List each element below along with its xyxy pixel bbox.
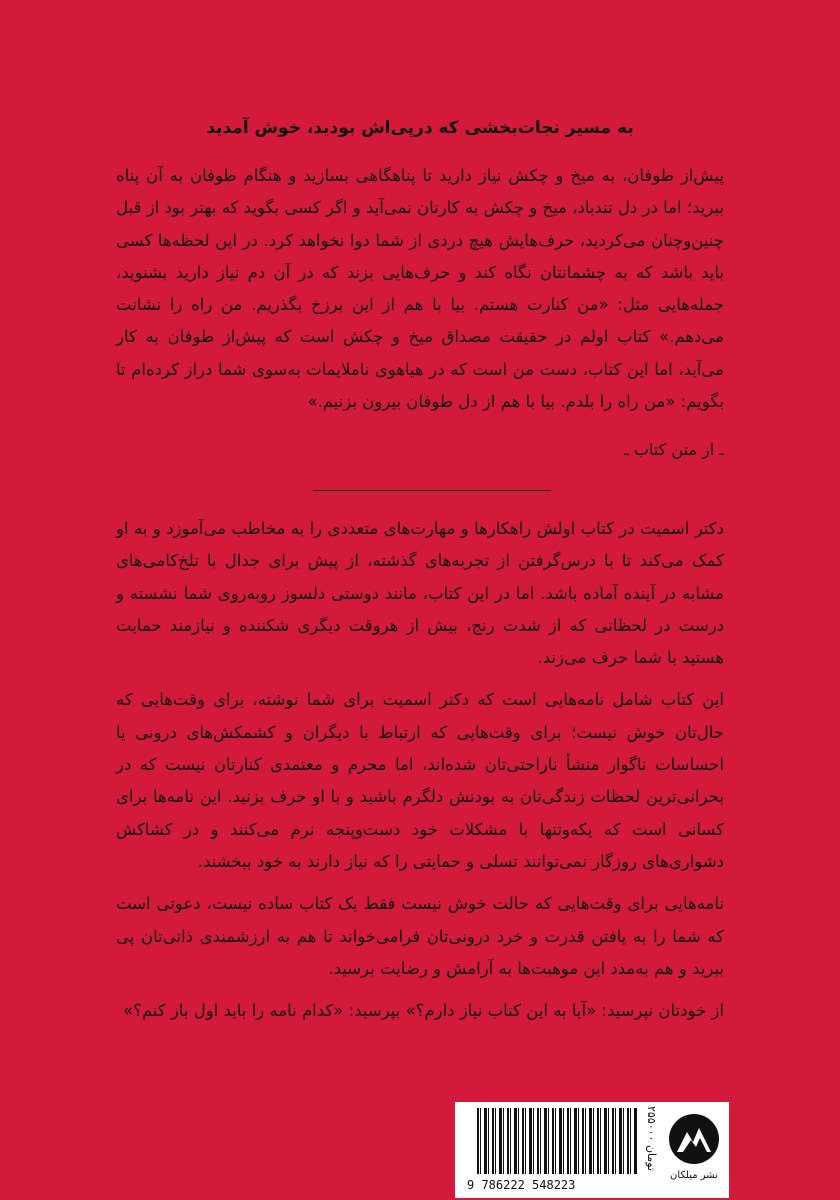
- description-paragraph-3: نامه‌هایی برای وقت‌هایی که حالت خوش نیست فقط یک کتاب ساده نیست، دعوتی است که شما را به یافتن قدرت و خرد درونی‌تان فرامی‌خواند تا هم به ارزشمندی ذاتی‌تان پی ببرید و هم به‌مدد این موهبت‌ها به آرامش و رضایت برسید.: [116, 894, 724, 978]
- mountain-logo-icon: [669, 1114, 719, 1164]
- barcode-panel: [455, 1102, 729, 1198]
- section-divider: [313, 490, 551, 491]
- barcode-bars: [477, 1108, 637, 1174]
- description-paragraph-1: دکتر اسمیت در کتاب اولش راهکارها و مهارت‌های متعددی را به مخاطب می‌آموزد و به او کمک می‌کند تا با درس‌گرفتن از تجربه‌های گذشته، از پیش برای جدال با تلخ‌کامی‌های مشابه در آینده آماده باشد. اما در این کتاب، مانند دوستی دلسوز روبه‌روی شما نشسته و درست در لحظاتی که از شدت رنج، بیش از هروقت دیگری شکننده و نیازمند حمایت هستید با شما حرف می‌زند.: [116, 519, 724, 668]
- price-label: ۲۵۵۰۰۰ تومان: [645, 1106, 658, 1172]
- intro-text: پیش‌از طوفان، به میخ و چکش نیاز دارید تا پناهگاهی بسازید و هنگام طوفان به آن پناه ببرید؛ اما در دل تندباد، میخ و چکش به کارتان نمی‌آید و اگر کسی بگوید که بهتر بود از قبل چنین‌وچنان می‌کردید، حرف‌هایش هیچ دردی از شما دوا نخواهد کرد. در این لحظه‌ها کسی باید باشد که به چشمانتان نگاه کند و حرف‌هایی بزند که در آن دم نیاز دارید بشنوید، جمله‌هایی مثل: «من کنارت هستم. بیا با هم از این برزخ بگذریم. من راه را نشانت می‌دهم.» کتاب اولم در حقیقت مصداق میخ و چکش است که پیش‌از طوفان به کار می‌آید، اما این کتاب، دست من است که در هیاهوی ناملایمات به‌سوی شما دراز کرده‌ام تا بگویم: «من راه را بلدم. بیا با هم از دل طوفان بیرون بزنیم.»: [116, 166, 724, 412]
- publisher-logo: [661, 1110, 727, 1196]
- publisher-name: نشر میلکان: [670, 1170, 718, 1181]
- isbn-number: 9 786222 548223: [467, 1178, 576, 1192]
- description-paragraph-2: این کتاب شامل نامه‌هایی است که دکتر اسمیت برای شما نوشته، برای وقت‌هایی که حال‌تان خوش نیست؛ برای وقت‌هایی که ارتباط با دیگران و کشمکش‌های درونی یا احساسات ناگوار منشأ ناراحتی‌تان شده‌اند، اما محرم و معتمدی کنارتان نیست که در بحرانی‌ترین لحظات زندگی‌تان به بودنش دلگرم باشید و با او حرف بزنید. این نامه‌ها برای کسانی است که یکه‌وتنها با مشکلات خود دست‌وپنجه نرم می‌کنند و در کشاکش دشواری‌های روزگار نمی‌توانند تسلی و حمایتی را که نیاز دارند به خود ببخشند.: [116, 690, 724, 871]
- description-paragraph-4: از خودتان نپرسید: «آیا به این کتاب نیاز دارم؟» بپرسید: «کدام نامه را باید اول باز کنم؟»: [122, 1001, 724, 1021]
- intro-source: ـ از متن کتاب ـ: [624, 440, 724, 459]
- description: [116, 513, 724, 1037]
- cover-heading: به مسیر نجات‌بخشی که درپی‌اش بودید، خوش آمدید: [206, 118, 634, 138]
- intro-passage: [116, 160, 724, 428]
